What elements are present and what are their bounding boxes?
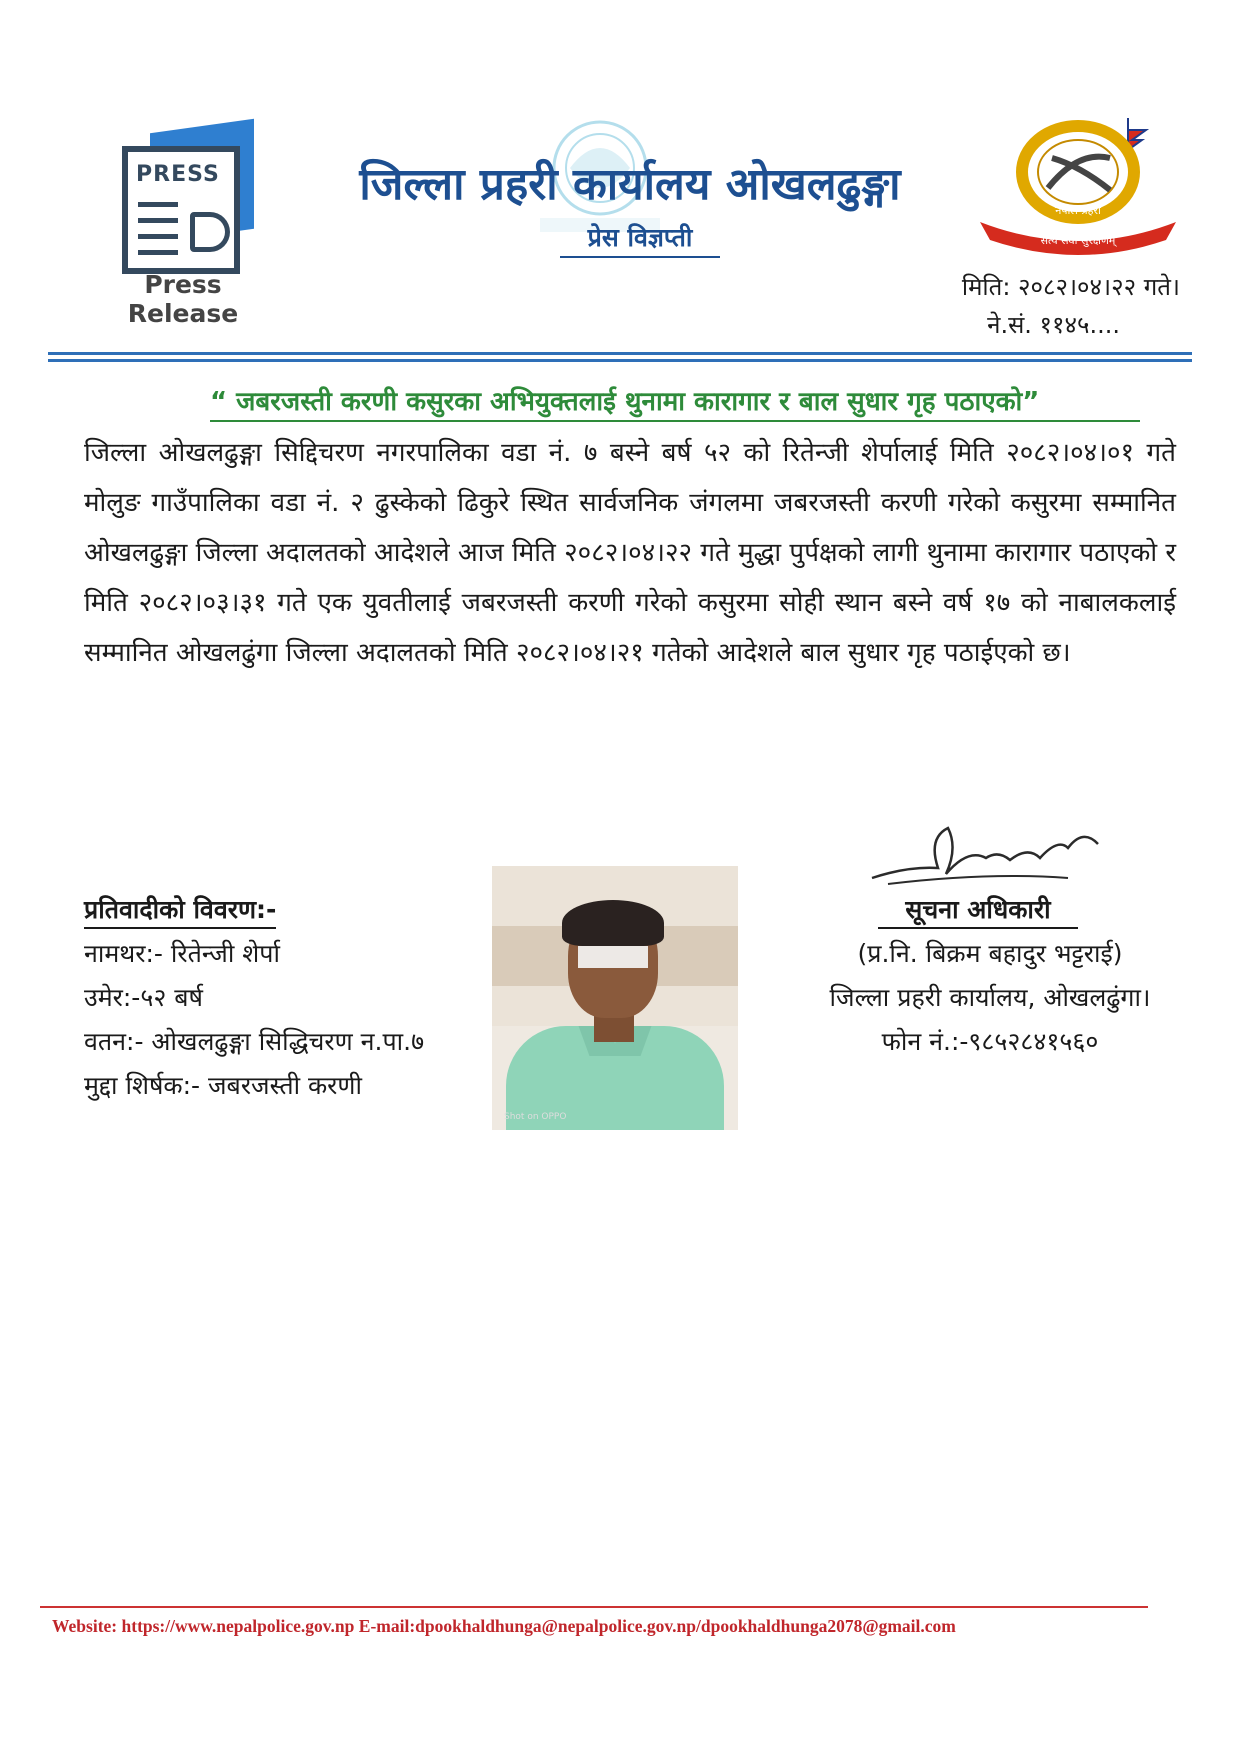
officer-name: (प्र.नि. बिक्रम बहादुर भट्टराई)	[857, 939, 1123, 968]
nepal-police-emblem-icon	[960, 110, 1190, 260]
officer-phone: फोन नं.:-९८५२८४१५६०	[881, 1027, 1099, 1056]
header-divider	[48, 352, 1192, 355]
footer-contact: Website: https://www.nepalpolice.gov.np E-mail:dpookhaldhunga@nepalpolice.gov.np/dpookhaldhunga2078@gmail.com	[52, 1616, 956, 1636]
office-title: जिल्ला प्रहरी कार्यालय ओखलढुङ्गा	[359, 159, 901, 210]
footer-divider	[40, 1606, 1148, 1608]
accused-age: उमेर:-५२ बर्ष	[84, 983, 203, 1012]
accused-address: वतन:- ओखलढुङ्गा सिद्धिचरण न.पा.७	[84, 1027, 425, 1056]
date-line: मिति: २०८२।०४।२२ गते।	[961, 273, 1180, 301]
accused-photo	[492, 866, 738, 1130]
press-logo-line	[138, 202, 178, 207]
svg-text:सत्य सेवा सुरक्षणम्: सत्य सेवा सुरक्षणम्	[1040, 234, 1116, 247]
press-release-subtitle: प्रेस विज्ञप्ती	[560, 220, 720, 258]
officer-title: सूचना अधिकारी	[878, 892, 1078, 929]
press-logo-line	[138, 234, 178, 239]
press-logo-line	[138, 218, 178, 223]
press-logo-word: PRESS	[136, 162, 220, 187]
press-logo-caption: Press Release	[127, 270, 239, 328]
accused-details-heading: प्रतिवादीको विवरण:-	[84, 892, 276, 929]
body-paragraph: जिल्ला ओखलढुङ्गा सिद्दिचरण नगरपालिका वडा नं. ७ बस्ने बर्ष ५२ को रितेन्जी शेर्पालाई मिति २०८२।०४।०१ गते मोलुङ गाउँपालिका वडा नं. २ ढुस्केको ढिकुरे स्थित सार्वजनिक जंगलमा जबरजस्ती करणी गरेको कसुरमा सम्मानित ओखलढुङ्गा जिल्ला अदालतको आदेशले आज मिति २०८२।०४।२२ गते मुद्धा पुर्पक्षको लागी थुनामा कारागार पठाएको र मिति २०८२।०३।३१ गते एक युवतीलाई जबरजस्ती करणी गरेको कसुरमा सोही स्थान बस्ने वर्ष १७ को नाबालकलाई सम्मानित ओखलढुंगा जिल्ला अदालतको मिति २०८२।०४।२१ गतेको आदेशले बाल सुधार गृह पठाईएको छ।	[84, 438, 1176, 668]
header-divider	[48, 359, 1192, 362]
photo-eye-mask	[578, 946, 648, 968]
photo-caption: Shot on OPPO	[504, 1112, 567, 1122]
accused-case-title: मुद्दा शिर्षक:- जबरजस्ती करणी	[84, 1071, 362, 1100]
svg-text:नेपाल प्रहरी: नेपाल प्रहरी	[1055, 204, 1101, 217]
officer-signature-icon	[868, 808, 1108, 898]
megaphone-icon	[190, 212, 230, 252]
photo-hair	[562, 900, 664, 946]
news-headline: “ जबरजस्ती करणी कसुरका अभियुक्तलाई थुनामा कारागार र बाल सुधार गृह पठाएको”	[210, 382, 1140, 422]
press-logo-document-icon	[122, 146, 240, 274]
reference-number: ने.सं. ११४५....	[987, 311, 1120, 339]
officer-office: जिल्ला प्रहरी कार्यालय, ओखलढुंगा।	[829, 983, 1151, 1012]
press-release-logo	[88, 118, 278, 328]
press-logo-line	[138, 250, 178, 255]
accused-name: नामथर:- रितेन्जी शेर्पा	[84, 939, 280, 968]
